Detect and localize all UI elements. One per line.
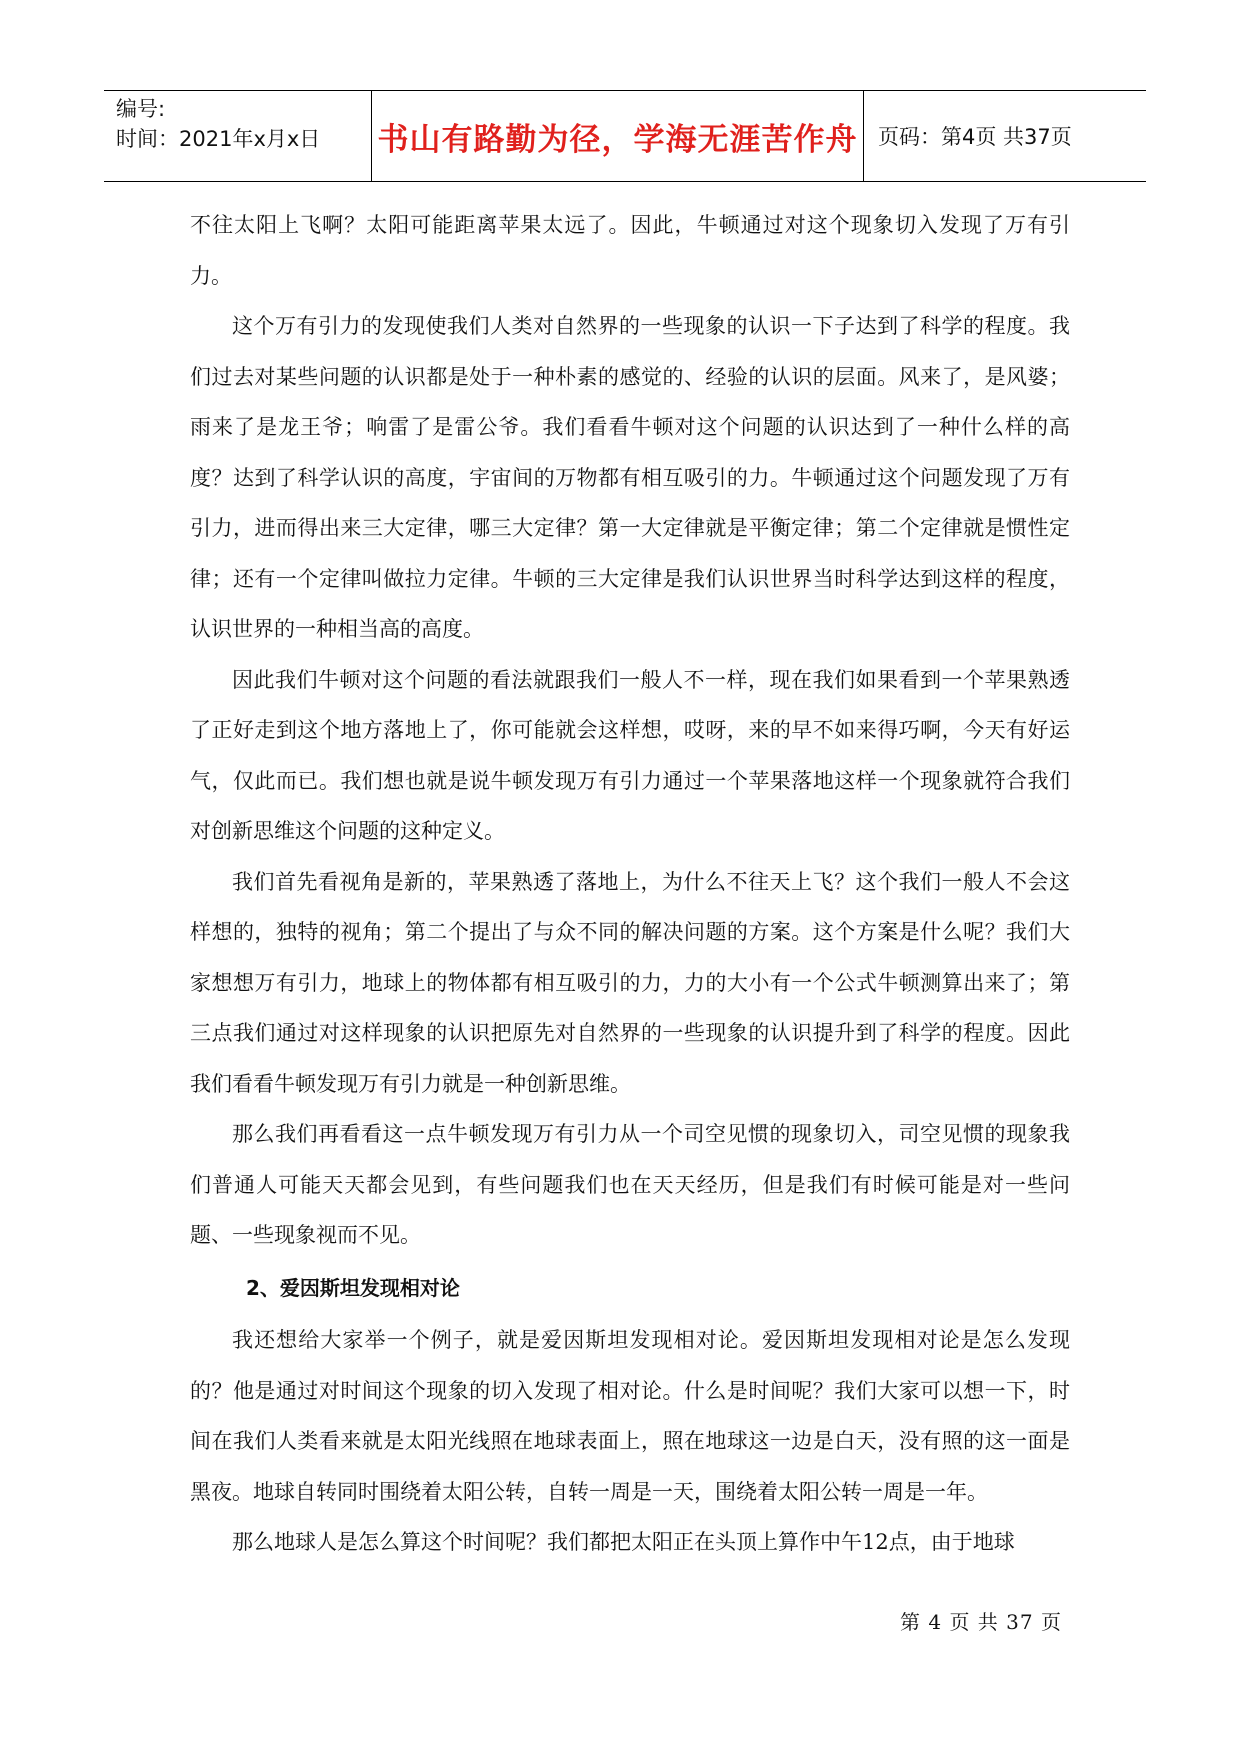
page-footer: 第 4 页 共 37 页 <box>900 1610 1062 1634</box>
header-number-label: 编号: <box>116 97 166 121</box>
header-page-cell <box>864 91 1146 181</box>
header-meta-cell <box>104 91 372 181</box>
document-header <box>104 90 1146 182</box>
body-paragraph: 不往太阳上飞啊？太阳可能距离苹果太远了。因此，牛顿通过对这个现象切入发现了万有引力。 <box>190 213 1070 288</box>
section-heading: 2、爱因斯坦发现相对论 <box>246 1275 460 1300</box>
header-page-label: 页码：第4页 共37页 <box>878 125 1072 149</box>
body-paragraph: 这个万有引力的发现使我们人类对自然界的一些现象的认识一下子达到了科学的程度。我们过去对某些问题的认识都是处于一种朴素的感觉的、经验的认识的层面。风来了，是风婆；雨来了是龙王爷；响雷了是雷公爷。我们看看牛顿对这个问题的认识达到了一种什么样的高度？达到了科学认识的高度，宇宙间的万物都有相互吸引的力。牛顿通过这个问题发现了万有引力，进而得出来三大定律，哪三大定律？第一大定律就是平衡定律；第二个定律就是惯性定律；还有一个定律叫做拉力定律。牛顿的三大定律是我们认识世界当时科学达到这样的程度，认识世界的一种相当高的高度。 <box>190 314 1070 641</box>
body-paragraph: 那么地球人是怎么算这个时间呢？我们都把太阳正在头顶上算作中午12点，由于地球 <box>232 1530 1015 1554</box>
body-paragraph: 因此我们牛顿对这个问题的看法就跟我们一般人不一样，现在我们如果看到一个苹果熟透了正好走到这个地方落地上了，你可能就会这样想，哎呀，来的早不如来得巧啊，今天有好运气，仅此而已。我们想也就是说牛顿发现万有引力通过一个苹果落地这样一个现象就符合我们对创新思维这个问题的这种定义。 <box>190 667 1070 843</box>
header-motto: 书山有路勤为径，学海无涯苦作舟 <box>377 121 858 158</box>
header-motto-cell <box>372 91 864 181</box>
document-body <box>190 200 1070 1568</box>
body-paragraph: 我们首先看视角是新的，苹果熟透了落地上，为什么不往天上飞？这个我们一般人不会这样想的，独特的视角；第二个提出了与众不同的解决问题的方案。这个方案是什么呢？我们大家想想万有引力，地球上的物体都有相互吸引的力，力的大小有一个公式牛顿测算出来了；第三点我们通过对这样现象的认识把原先对自然界的一些现象的认识提升到了科学的程度。因此我们看看牛顿发现万有引力就是一种创新思维。 <box>190 869 1070 1096</box>
header-time-label: 时间：2021年x月x日 <box>116 127 321 151</box>
body-paragraph: 我还想给大家举一个例子，就是爱因斯坦发现相对论。爱因斯坦发现相对论是怎么发现的？他是通过对时间这个现象的切入发现了相对论。什么是时间呢？我们大家可以想一下，时间在我们人类看来就是太阳光线照在地球表面上，照在地球这一边是白天，没有照的这一面是黑夜。地球自转同时围绕着太阳公转，自转一周是一天，围绕着太阳公转一周是一年。 <box>190 1328 1070 1504</box>
body-paragraph: 那么我们再看看这一点牛顿发现万有引力从一个司空见惯的现象切入，司空见惯的现象我们普通人可能天天都会见到，有些问题我们也在天天经历，但是我们有时候可能是对一些问题、一些现象视而不见。 <box>190 1122 1070 1247</box>
